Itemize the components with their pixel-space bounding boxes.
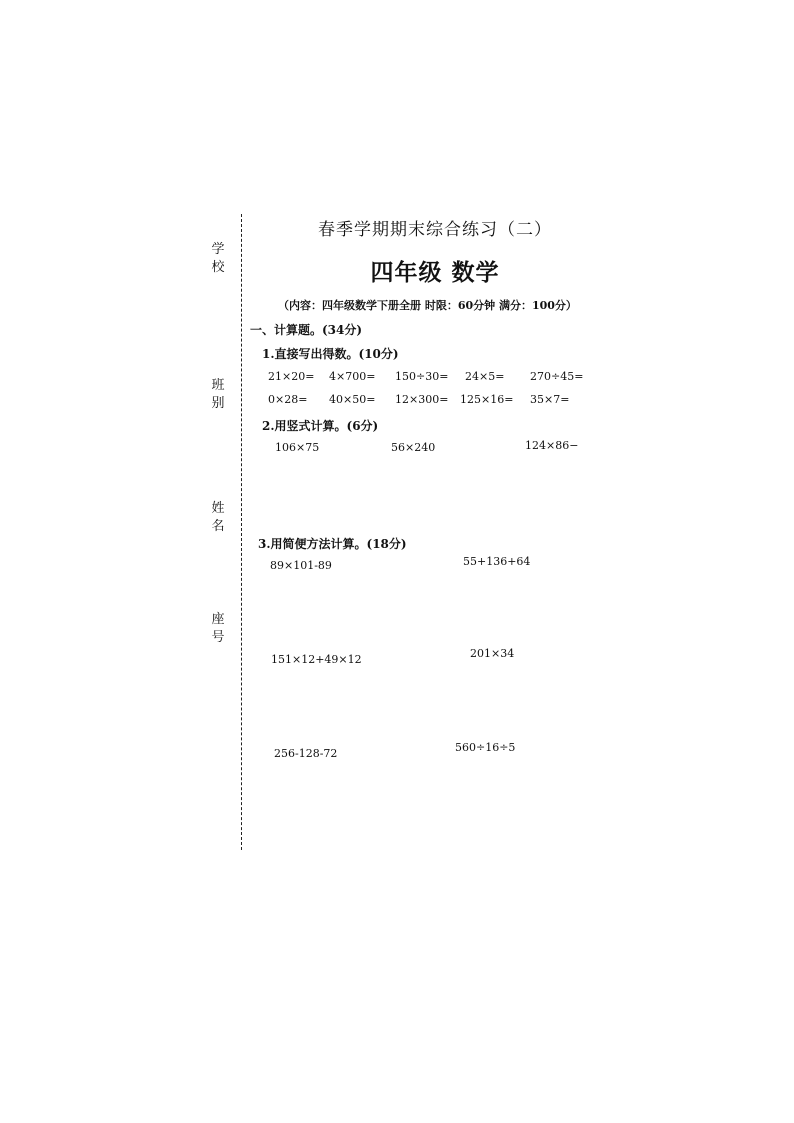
question-heading: 2.用竖式计算。(6分) <box>262 419 379 433</box>
binding-cut-line <box>241 214 242 850</box>
problem: 560÷16÷5 <box>455 741 516 754</box>
problem: 56×240 <box>391 441 436 454</box>
exam-title: 春季学期期末综合练习（二） <box>318 220 552 240</box>
problem: 4×700= <box>329 370 376 383</box>
school-label: 学 校 <box>211 242 225 275</box>
problem: 55+136+64 <box>463 555 531 568</box>
problem: 124×86− <box>525 439 579 452</box>
problem: 106×75 <box>275 441 320 454</box>
question-heading: 1.直接写出得数。(10分) <box>262 347 399 361</box>
problem: 0×28= <box>268 393 308 406</box>
problem: 256-128-72 <box>274 747 338 760</box>
problem: 24×5= <box>465 370 505 383</box>
exam-info: （内容：四年级数学下册全册 时限：60分钟 满分：100分） <box>278 299 577 312</box>
question-heading: 3.用简便方法计算。(18分) <box>258 537 407 551</box>
problem: 12×300= <box>395 393 449 406</box>
problem: 40×50= <box>329 393 376 406</box>
problem: 35×7= <box>530 393 570 406</box>
problem: 150÷30= <box>395 370 449 383</box>
name-label: 姓 名 <box>211 501 225 534</box>
problem: 21×20= <box>268 370 315 383</box>
exam-subtitle: 四年级 数学 <box>370 259 500 286</box>
problem: 201×34 <box>470 647 515 660</box>
problem: 89×101-89 <box>270 559 332 572</box>
problem: 151×12+49×12 <box>271 653 362 666</box>
seat-number-label: 座 号 <box>211 612 225 645</box>
class-label: 班 别 <box>211 378 225 411</box>
problem: 125×16= <box>460 393 514 406</box>
problem: 270÷45= <box>530 370 584 383</box>
section-heading: 一、计算题。(34分) <box>250 323 363 337</box>
